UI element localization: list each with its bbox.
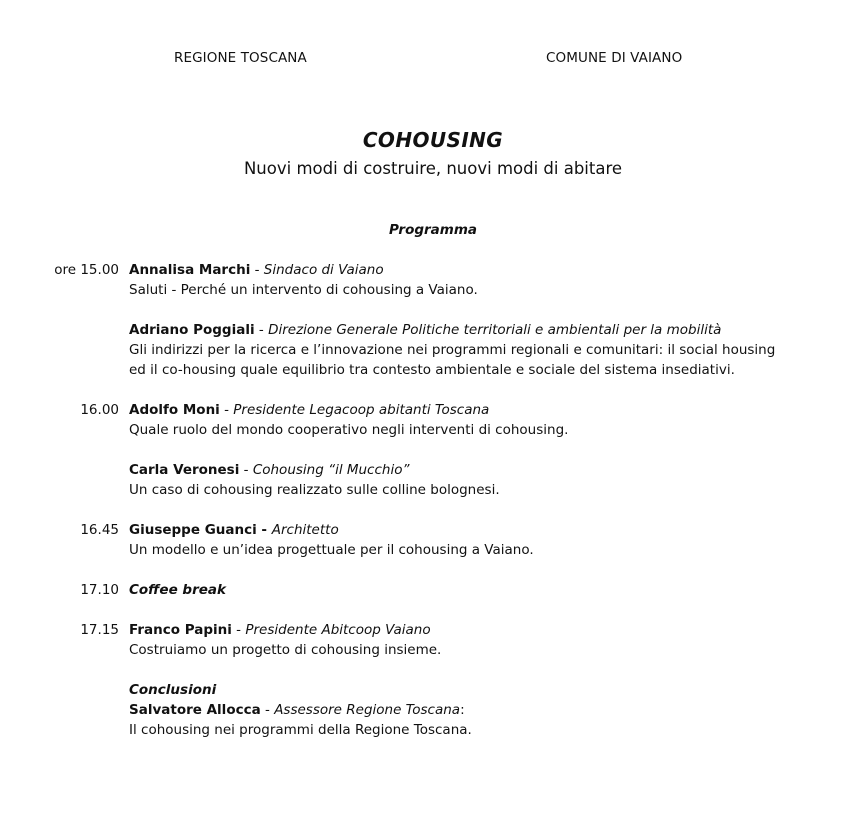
speaker-separator: - xyxy=(231,622,246,638)
entry-time: 16.00 xyxy=(80,402,119,418)
entry-description: Quale ruolo del mondo cooperativo negli interventi di cohousing. xyxy=(129,422,569,438)
speaker-separator: - xyxy=(254,322,269,338)
speaker-line xyxy=(129,620,829,640)
speaker-name: Adolfo Moni xyxy=(129,402,220,418)
speaker-name: Carla Veronesi xyxy=(129,462,240,478)
speaker-role: Presidente Abitcoop Vaiano xyxy=(245,622,431,638)
speaker-separator: - xyxy=(260,702,275,718)
speaker-line xyxy=(129,260,829,280)
entry-description: Il cohousing nei programmi della Regione Toscana. xyxy=(129,722,472,738)
speaker-name: Salvatore Allocca xyxy=(129,702,261,718)
speaker-role: Assessore Regione Toscana xyxy=(274,702,461,718)
entry-time: 17.15 xyxy=(80,622,119,638)
speaker-separator: - xyxy=(250,262,264,278)
speaker-name: Franco Papini xyxy=(129,622,232,638)
programma-heading: Programma xyxy=(388,222,478,238)
entry-time: 16.45 xyxy=(80,522,119,538)
speaker-line xyxy=(129,460,829,480)
speaker-role: Direzione Generale Politiche territoriali e ambientali per la mobilità xyxy=(268,322,722,338)
speaker-line xyxy=(129,400,829,420)
speaker-name: Adriano Poggiali xyxy=(129,322,255,338)
header-regione-toscana: REGIONE TOSCANA xyxy=(174,50,307,66)
entry-time: 17.10 xyxy=(80,582,119,598)
speaker-role: Architetto xyxy=(271,522,339,538)
speaker-line xyxy=(129,520,829,540)
page-subtitle: Nuovi modi di costruire, nuovi modi di abitare xyxy=(243,159,623,178)
speaker-name: Annalisa Marchi xyxy=(129,262,251,278)
speaker-separator: - xyxy=(239,462,253,478)
page-title: COHOUSING xyxy=(362,128,504,152)
speaker-separator: - xyxy=(219,402,234,418)
coffee-break-label: Coffee break xyxy=(129,582,226,598)
entry-description: ed il co-housing quale equilibrio tra contesto ambientale e sociale del sistema insediativi. xyxy=(129,362,735,378)
header-comune-di-vaiano: COMUNE DI VAIANO xyxy=(546,50,683,66)
speaker-line xyxy=(129,700,829,720)
speaker-role: Cohousing “il Mucchio” xyxy=(252,462,410,478)
entry-description: Gli indirizzi per la ricerca e l’innovazione nei programmi regionali e comunitari: il social housing xyxy=(129,342,776,358)
colon: : xyxy=(460,702,465,718)
entry-description: Un modello e un’idea progettuale per il cohousing a Vaiano. xyxy=(129,542,534,558)
entry-description: Saluti - Perché un intervento di cohousing a Vaiano. xyxy=(129,282,478,298)
entry-time: ore 15.00 xyxy=(54,262,119,278)
speaker-role: Presidente Legacoop abitanti Toscana xyxy=(233,402,490,418)
speaker-name: Giuseppe Guanci - xyxy=(129,522,272,538)
speaker-role: Sindaco di Vaiano xyxy=(263,262,384,278)
entry-description: Costruiamo un progetto di cohousing insieme. xyxy=(129,642,442,658)
speaker-line xyxy=(129,320,829,340)
conclusioni-label: Conclusioni xyxy=(129,682,217,698)
entry-description: Un caso di cohousing realizzato sulle colline bolognesi. xyxy=(129,482,500,498)
